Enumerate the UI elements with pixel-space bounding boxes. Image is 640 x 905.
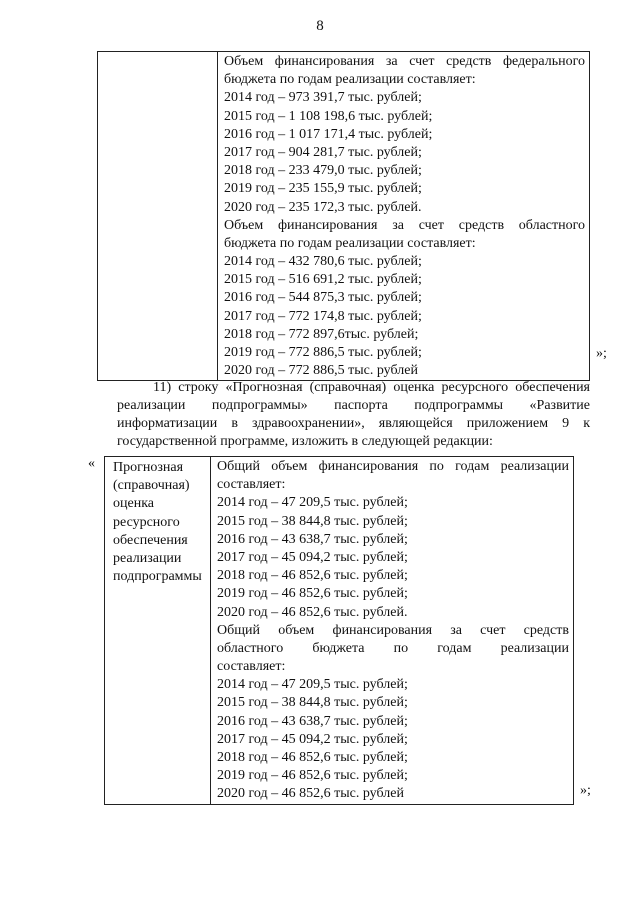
table2-line: Общий объем финансирования за счет средств [217,622,569,638]
table1-line: 2018 год – 233 479,0 тыс. рублей; [224,163,422,179]
table1-left-cell [98,52,218,381]
table1-right-cell [218,52,590,381]
table2-line: 2016 год – 43 638,7 тыс. рублей; [217,531,408,547]
table2-left-line: обеспечения [113,532,188,548]
table2-right-cell [211,457,574,805]
table2-line: 2018 год – 46 852,6 тыс. рублей; [217,750,408,765]
page-number: 8 [316,18,324,34]
table1-line: Объем финансирования за счет средств областного [224,217,585,233]
table2-line: 2020 год – 46 852,6 тыс. рублей [217,786,404,802]
table2-line: 2020 год – 46 852,6 тыс. рублей. [217,604,408,620]
table2-line: 2015 год – 38 844,8 тыс. рублей; [217,513,408,529]
table2-line: 2014 год – 47 209,5 тыс. рублей; [217,495,408,511]
table2-line: 2018 год – 46 852,6 тыс. рублей; [217,568,408,584]
table2-left-line: реализации [113,550,182,566]
closing-quote: »; [580,783,591,798]
paragraph-line: реализации подпрограммы» паспорта подпрограммы «Развитие [117,398,590,413]
table1-line: Объем финансирования за счет средств федерального [224,54,585,69]
table1-line: 2020 год – 235 172,3 тыс. рублей. [224,199,422,215]
table2-left-cell [105,457,211,805]
table1-line: 2014 год – 432 780,6 тыс. рублей; [224,254,422,270]
paragraph-line: информатизации в здравоохранении», являющейся приложением 9 к [117,416,590,431]
paragraph-line: 11) строку «Прогнозная (справочная) оценка ресурсного обеспечения [153,380,590,395]
table1-line: бюджета по годам реализации составляет: [224,235,476,251]
table2-line: составляет: [217,477,286,493]
table2-left-lines [105,457,210,586]
amendment-paragraph [117,379,590,451]
table2-line: 2019 год – 46 852,6 тыс. рублей; [217,768,408,784]
closing-quote: »; [596,346,607,361]
table2-left-line: оценка [113,496,155,512]
table2-line: 2016 год – 43 638,7 тыс. рублей; [217,713,408,729]
table2-line: Общий объем финансирования по годам реализации [217,459,569,474]
subprogram-funding-table [104,456,574,805]
table2-line: областного бюджета по годам реализации [217,640,569,656]
table2-line: 2017 год – 45 094,2 тыс. рублей; [217,731,408,747]
table2-line: составляет: [217,659,286,675]
opening-quote: « [88,456,95,471]
table2-line: 2014 год – 47 209,5 тыс. рублей; [217,677,408,693]
table2-left-line: подпрограммы [113,569,202,585]
table2-left-line: (справочная) [113,478,190,494]
paragraph-line: государственной программе, изложить в следующей редакции: [117,434,493,449]
table2-line: 2015 год – 38 844,8 тыс. рублей; [217,695,408,711]
table1-line: 2015 год – 516 691,2 тыс. рублей; [224,272,422,288]
table1-line: 2014 год – 973 391,7 тыс. рублей; [224,90,422,106]
table2-line: 2019 год – 46 852,6 тыс. рублей; [217,586,408,602]
table1-line: 2015 год – 1 108 198,6 тыс. рублей; [224,108,433,124]
table1-line: бюджета по годам реализации составляет: [224,72,476,88]
table2-right-lines [211,457,573,804]
table1-line: 2016 год – 544 875,3 тыс. рублей; [224,290,422,306]
table1-line: 2016 год – 1 017 171,4 тыс. рублей; [224,126,433,142]
table2-left-line: ресурсного [113,514,180,530]
table1-line: 2020 год – 772 886,5 тыс. рублей [224,363,418,379]
table1-line: 2018 год – 772 897,6тыс. рублей; [224,326,419,342]
table1-line: 2017 год – 904 281,7 тыс. рублей; [224,144,422,160]
table2-line: 2017 год – 45 094,2 тыс. рублей; [217,549,408,565]
table1-line: 2019 год – 772 886,5 тыс. рублей; [224,345,422,360]
table2-left-line: Прогнозная [113,460,184,475]
table1-line: 2017 год – 772 174,8 тыс. рублей; [224,308,422,324]
federal-regional-funding-table [97,51,590,381]
table1-right-lines [218,52,589,380]
table1-line: 2019 год – 235 155,9 тыс. рублей; [224,181,422,197]
